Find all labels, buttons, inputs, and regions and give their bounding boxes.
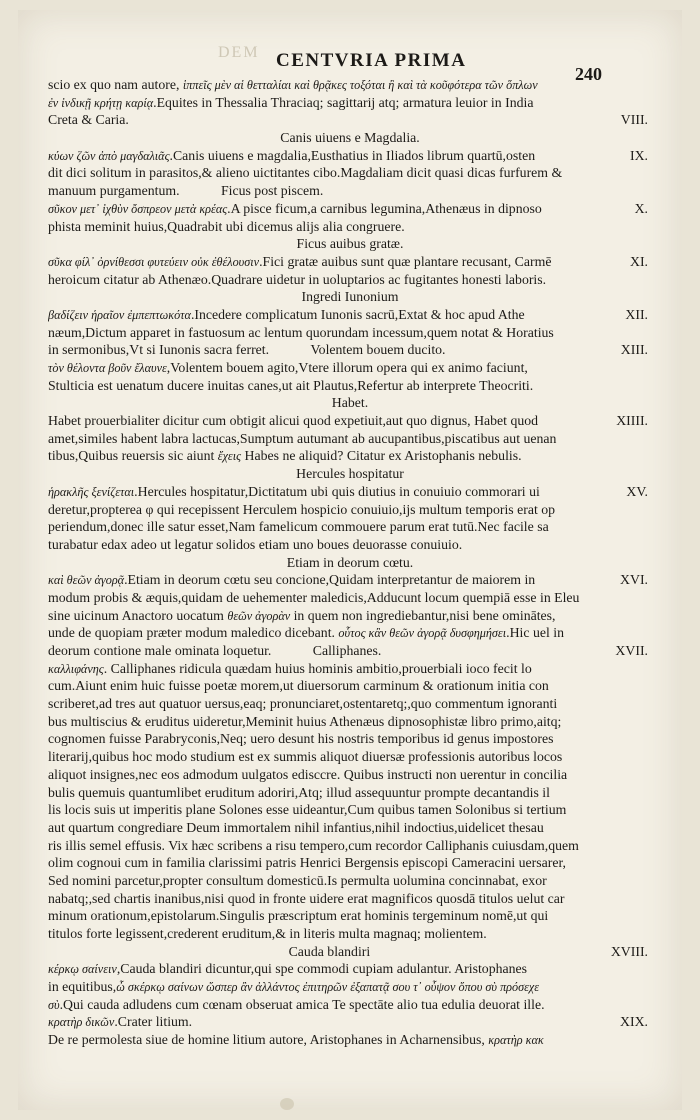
text-line	[48, 76, 652, 94]
greek-text: τὸν θέλοντα βοῦν ἔλαυνε	[48, 361, 167, 375]
latin-text: aut quartum congrediare Deum immortalem nihil infantius,nihil indoctius,uidelicet thesau	[48, 819, 544, 835]
text-line	[48, 394, 652, 412]
adage-number: XIII.	[620, 342, 648, 358]
text-line	[48, 607, 652, 625]
text-line	[48, 677, 652, 695]
latin-text: .Crater litium.	[114, 1014, 193, 1030]
adage-number: XII.	[625, 306, 648, 322]
text-line	[48, 996, 652, 1014]
latin-text: Habes ne aliquid? Citatur ex Aristophanis nebulis.	[241, 448, 522, 464]
latin-text: scriberet,ad tres aut quatuor uersus,eaq; pronunciaret,ostentaretq;,quo commentum ignoranti	[48, 696, 558, 712]
latin-text: De re permolesta siue de homine litium autore, Aristophanes in Acharnensibus,	[48, 1032, 489, 1048]
latin-text: aliquot insignes,nec eos admodum uulgatos edisccre. Quibus instructi non uerentur in concilia	[48, 766, 568, 782]
greek-text: καλλιφάνης	[48, 661, 104, 676]
latin-text: nabatq;,sed chartis inanibus,nisi quod in fronte uidere erat magnificos quosdā titulos uelut car	[48, 890, 565, 906]
latin-text: dit dici solitum in parasitos,& alieno uictitantes cibo.Magdaliam dicit quasi dicas furfurem &	[48, 165, 563, 181]
latin-text: tibus,Quibus reuersis sic aiunt	[48, 448, 218, 464]
adage-number: VIII.	[620, 112, 648, 128]
text-line	[48, 571, 652, 589]
greek-text: ὦ σκέρκῳ σαίνων ὥσπερ ἂν ἀλλάντος ἐπιτηρῶν ἐξαπατᾷ σου τ᾿ οὖψον ὅπου σὺ πρόσεχε	[116, 980, 540, 995]
text-line	[48, 412, 652, 430]
latin-text: Habet prouerbialiter dicitur cum obtigit alicui quod expetiuit,aut quo dignus, Habet quod	[48, 413, 539, 429]
text-line	[48, 589, 652, 607]
latin-text: .Equites in Thessalia Thraciaq; sagittarij atq; armatura leuior in India	[153, 94, 534, 110]
adage-number: XVIII.	[610, 943, 648, 959]
text-line	[48, 235, 652, 253]
latin-text: .Hic uel in	[506, 625, 564, 641]
latin-text: .A pisce ficum,a carnibus legumina,Athenæus in dipnoso	[227, 200, 542, 216]
adage-number: XVII.	[615, 643, 648, 658]
latin-text: deretur,propterea φ qui recepissent Herculem hospicio conuiuio,ijs multum temporis erat op	[48, 501, 556, 517]
latin-text: .Etiam in deorum cœtu seu concione,Quidam interpretantur de maiorem in	[124, 572, 536, 588]
book-page	[18, 10, 682, 1110]
text-line	[48, 1031, 652, 1049]
text-line	[48, 872, 652, 890]
text-line	[48, 341, 652, 359]
latin-text: .Qui cauda adludens cum cœnam obseruat amica Te spectāte alio tua edulia deuorat ille.	[59, 996, 545, 1012]
greek-text: ἔχεις	[217, 449, 242, 464]
latin-text: Creta & Caria.	[48, 112, 129, 128]
text-line	[48, 890, 652, 908]
text-line	[48, 465, 652, 483]
latin-text: turabatur edax adeo ut legatur solidos etiam uno boues deuorasse conuiuio.	[48, 536, 463, 552]
greek-text: κρατὴρ δικῶν	[48, 1015, 115, 1030]
greek-text: κύων ζῶν ἀπὸ μαγδαλιᾶς	[48, 148, 170, 163]
adage-heading: Ficus auibus gratæ.	[296, 236, 404, 252]
latin-text: Calliphanes.	[271, 643, 382, 658]
greek-text: ἡρακλῆς ξενίζεται	[48, 484, 135, 499]
text-line	[48, 854, 652, 872]
latin-text: Sed nomini parcetur,propter consultum domesticū.Is permulta uolumina concinnabat, exor	[48, 872, 547, 888]
text-line	[48, 147, 652, 165]
latin-text: heroicum citatur ab Athenæo.Quadrare uidetur in uoluptarios ac fugitantes honesti laboris.	[48, 271, 547, 287]
text-line	[48, 182, 652, 200]
greek-text: κέρκῳ σαίνειν	[48, 962, 117, 977]
latin-text: .Hercules hospitatur,Dictitatum ubi quis diutius in conuiuio commorari ui	[134, 483, 540, 499]
text-line	[48, 660, 652, 678]
adage-heading: Hercules hospitatur	[296, 466, 404, 482]
text-line	[48, 359, 652, 377]
greek-text: οὗτος κἂν θεῶν ἀγορᾷ δυσφημήσει	[338, 626, 507, 641]
latin-text: bus multiscius & eruditus uideretur,Meminit huius Athenæus dipnosophistæ libro primo,aitq;	[48, 713, 562, 729]
latin-text: . Calliphanes ridicula quædam huius hominis ambitio,prouerbiali ioco fecit lo	[103, 660, 532, 676]
text-line	[48, 253, 652, 271]
text-line	[48, 536, 652, 554]
greek-text: ἱππεῖς μὲν αἱ θετταλίαι καὶ θρᾷκες τοξόται ἢ καὶ τὰ κοῦφότερα τῶν ὅπλων	[182, 78, 538, 92]
adage-number: X.	[634, 200, 648, 216]
latin-text: olim cognoui cum in familia clarissimi patris Henrici Bergensis episcopi Cameracini uersarer,	[48, 855, 566, 871]
adage-number: XIIII.	[616, 413, 648, 429]
text-line	[48, 642, 652, 660]
text-line	[48, 819, 652, 837]
text-line	[48, 111, 652, 129]
latin-text: cum.Aiunt enim huic fuisse poetæ morem,ut diuersorum carminum & orationum initia con	[48, 678, 549, 694]
text-line	[48, 554, 652, 572]
adage-heading: Habet.	[331, 395, 369, 411]
text-line	[48, 306, 652, 324]
latin-text: næum,Dictum apparet in fastuosum ac lentum quorundam incessum,quem notat & Horatius	[48, 324, 554, 340]
adage-heading: Canis uiuens e Magdalia.	[280, 130, 420, 146]
text-line	[48, 748, 652, 766]
latin-text: ,Volentem bouem agito,Vtere illorum opera qui ex animo faciunt,	[166, 360, 528, 375]
text-line	[48, 730, 652, 748]
latin-text: cognomen fuisse Parabryconis,Neq; uero desunt his nostris temporibus id genus impostores	[48, 731, 554, 747]
text-line	[48, 447, 652, 465]
text-line	[48, 907, 652, 925]
latin-text: bulis quemuis quantumlibet eruditum adoriri,Atq; illud assequuntur prompte decantandis il	[48, 784, 550, 800]
adage-heading: Ingredi Iunonium	[301, 289, 399, 305]
latin-text: sine uicinum Anactoro uocatum	[48, 607, 228, 623]
paper-stain	[280, 1098, 294, 1110]
latin-text: unde de quopiam præter modum maledico dicebant.	[48, 625, 339, 641]
text-line	[48, 200, 652, 218]
greek-text: σῦκον μετ᾿ ἰχθὺν ὄσπρεον μετὰ κρέας	[48, 201, 228, 216]
greek-text: κρατὴρ κακ	[488, 1033, 544, 1048]
text-line	[48, 288, 652, 306]
text-line	[48, 925, 652, 943]
latin-text: literarij,quibus hoc modo studium est ex summis aliquot diuersæ professionis autoribus locos	[48, 749, 563, 765]
latin-text: Ficus post piscem.	[179, 183, 324, 199]
text-line	[48, 164, 652, 182]
latin-text: deorum contione male ominata loquetur.	[48, 643, 272, 658]
latin-text: ris illis semel effusis. Vix hæc scribens a risu tempero,cum recordor Calliphanis cuiusdam,quem	[48, 837, 579, 853]
greek-text: θεῶν ἀγορὰν	[227, 608, 291, 623]
text-body	[48, 76, 652, 1049]
adage-number: XVI.	[620, 572, 648, 588]
text-line	[48, 624, 652, 642]
text-line	[48, 377, 652, 395]
latin-text: in sermonibus,Vt si Iunonis sacra ferret.	[48, 342, 270, 358]
text-line	[48, 501, 652, 519]
latin-text: periendum,donec ille satur esset,Nam famelicum commouere parum erat tutū.Nec facile sa	[48, 519, 549, 535]
adage-heading: Cauda blandiri	[288, 943, 371, 959]
text-line	[48, 695, 652, 713]
latin-text: ,Cauda blandiri dicuntur,qui spe commodi cupiam adulantur. Aristophanes	[116, 961, 528, 977]
text-line	[48, 430, 652, 448]
text-line	[48, 129, 652, 147]
text-line	[48, 94, 652, 112]
text-line	[48, 960, 652, 978]
latin-text: phista meminit huius,Quadrabit ubi dicemus alijs alia congruere.	[48, 218, 405, 234]
adage-number: IX.	[629, 147, 648, 163]
text-line	[48, 218, 652, 236]
latin-text: manuum purgamentum.	[48, 183, 180, 199]
latin-text: .Fici gratæ auibus sunt quæ plantare recusant, Carmē	[259, 253, 552, 269]
latin-text: Stulticia est uenatum ducere inuitas canes,ut ait Plautus,Refertur ab interprete Theocriti.	[48, 377, 534, 393]
latin-text: in quem non ingrediebantur,nisi bene ominātes,	[290, 607, 556, 623]
greek-text: σὺ	[48, 997, 60, 1012]
adage-number: XI.	[629, 253, 648, 269]
text-line	[48, 837, 652, 855]
latin-text: Volentem bouem ducito.	[269, 342, 446, 358]
latin-text: in equitibus,	[48, 979, 117, 995]
folio-number: 240	[575, 64, 602, 84]
text-line	[48, 271, 652, 289]
text-line	[48, 801, 652, 819]
text-line	[48, 324, 652, 342]
adage-number: XIX.	[620, 1014, 648, 1030]
greek-text: σῦκα φίλ᾿ ὀρνίθεσσι φυτεύειν οὐκ ἐθέλουσιν	[48, 254, 260, 269]
latin-text: .Canis uiuens e magdalia,Eusthatius in Iliados librum quartū,osten	[169, 147, 536, 163]
latin-text: .Incedere complicatum Iunonis sacrū,Extat & hoc apud Athe	[190, 306, 525, 322]
text-line	[48, 483, 652, 501]
text-line	[48, 978, 652, 996]
adage-number: XV.	[626, 483, 648, 499]
text-line	[48, 784, 652, 802]
greek-text: καὶ θεῶν ἀγορᾷ	[48, 573, 125, 588]
text-line	[48, 943, 652, 961]
running-head-title: CENTVRIA PRIMA	[276, 50, 467, 71]
text-line	[48, 713, 652, 731]
greek-text: ἐν ἰνδικῇ κρήτῃ καρίᾳ	[48, 95, 154, 110]
latin-text: amet,similes habent labra lactucas,Sumptum autumant ab aucupantibus,piscatibus aut uenan	[48, 430, 557, 446]
bleed-through-text: DEM	[218, 44, 260, 61]
greek-text: βαδίζειν ἡραῖον ἐμπεπτωκότα	[48, 307, 191, 322]
text-line	[48, 1013, 652, 1031]
latin-text: scio ex quo nam autore,	[48, 77, 183, 92]
text-line	[48, 766, 652, 784]
latin-text: modum probis & æquis,quidam de uehementer maledicis,Adducunt locum quempiā esse in Eleu	[48, 589, 580, 605]
latin-text: titulos forte legissent,crederent eruditum,& in literis multa magnaq; molientem.	[48, 926, 487, 941]
latin-text: minum orationum,epistolarum.Singulis præscriptum erat hominis tergeminum nomē,ut qui	[48, 908, 549, 924]
adage-heading: Etiam in deorum cœtu.	[286, 554, 414, 570]
latin-text: lis locis suis ut imperitis plane Solones esse uideantur,Cum quibus tamen Solonibus si tertium	[48, 802, 567, 818]
text-line	[48, 518, 652, 536]
